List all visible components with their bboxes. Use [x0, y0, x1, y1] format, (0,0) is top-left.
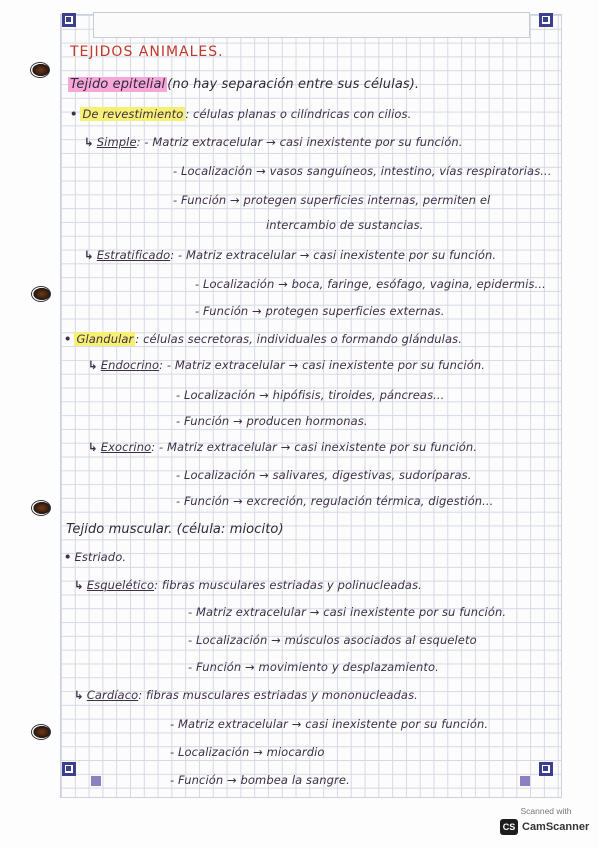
note-heading: Simple	[96, 135, 137, 149]
note-text: - Localización → salivares, digestivas, sudoríparas.	[176, 468, 472, 482]
note-text: - Función → bombea la sangre.	[170, 773, 350, 787]
note-line	[170, 717, 488, 731]
note-heading: Esquelético	[86, 578, 155, 592]
branch-arrow-icon: ↳	[84, 248, 94, 262]
note-line	[170, 773, 350, 787]
branch-arrow-icon: ↳	[84, 135, 94, 149]
note-line	[266, 218, 424, 232]
note-text: - Función → movimiento y desplazamiento.	[188, 660, 439, 674]
camscanner-footer	[500, 806, 592, 840]
corner-marker-top-left	[62, 13, 76, 27]
note-line	[88, 358, 485, 372]
note-heading: Tejido epitelial	[70, 77, 166, 92]
note-line	[74, 688, 418, 702]
note-line	[74, 578, 422, 592]
note-text: - Localización → vasos sanguíneos, intestino, vías respiratorias...	[173, 164, 552, 178]
note-text: - Función → protegen superficies externas.	[195, 304, 445, 318]
binder-hole-1	[30, 62, 50, 78]
note-text: : fibras musculares estriadas y polinucleadas.	[154, 578, 422, 592]
camscanner-logo-icon: CS	[500, 819, 518, 835]
note-line	[173, 164, 552, 178]
note-text: intercambio de sustancias.	[266, 218, 424, 232]
note-line	[68, 77, 419, 92]
bullet-icon: •	[70, 107, 78, 121]
note-heading: Glandular	[76, 332, 134, 346]
note-text: - Localización → hipófisis, tiroides, páncreas...	[176, 388, 445, 402]
note-line	[173, 193, 490, 207]
binder-hole-4	[31, 724, 51, 740]
note-text: - Función → producen hormonas.	[176, 414, 368, 428]
note-line	[70, 107, 411, 121]
note-line	[66, 522, 284, 537]
note-line	[188, 605, 506, 619]
note-line	[195, 277, 546, 291]
note-text: : - Matriz extracelular → casi inexistente por su función.	[159, 358, 485, 372]
note-line	[64, 332, 462, 346]
header-box	[93, 12, 530, 38]
corner-square-bottom-right	[520, 776, 530, 786]
note-line	[188, 660, 439, 674]
note-line	[176, 388, 444, 402]
note-text: .	[122, 550, 127, 564]
note-text: - Localización → boca, faringe, esófago, vagina, epidermis...	[195, 277, 546, 291]
note-heading: Estriado	[74, 550, 123, 564]
branch-arrow-icon: ↳	[74, 578, 84, 592]
corner-marker-bottom-left	[62, 762, 76, 776]
note-text: . (célula: miocito)	[168, 522, 284, 537]
note-text: - Localización → miocardio	[170, 745, 325, 759]
note-heading: Estratificado	[96, 248, 171, 262]
note-text: - Matriz extracelular → casi inexistente por su función.	[188, 605, 507, 619]
note-text: : - Matriz extracelular → casi inexistente por su función.	[170, 248, 497, 262]
note-line	[64, 550, 126, 564]
note-line	[176, 468, 472, 482]
branch-arrow-icon: ↳	[88, 440, 98, 454]
note-heading: Endocrino	[100, 358, 160, 372]
note-heading: Tejido muscular	[66, 522, 169, 537]
binder-hole-3	[31, 500, 51, 516]
branch-arrow-icon: ↳	[74, 688, 84, 702]
note-heading: De revestimiento	[82, 107, 184, 121]
note-line	[188, 633, 477, 647]
corner-marker-top-right	[539, 13, 553, 27]
corner-marker-bottom-right	[539, 762, 553, 776]
scanned-with-label: Scanned with	[520, 806, 572, 816]
note-text: : células planas o cilíndricas con cilios.	[185, 107, 412, 121]
note-heading: Exocrino	[100, 440, 152, 454]
note-text: - Función → protegen superficies internas, permiten el	[173, 193, 491, 207]
note-text: : - Matriz extracelular → casi inexistente por su función.	[151, 440, 478, 454]
grid-paper	[60, 14, 562, 798]
note-line	[195, 304, 445, 318]
note-line	[88, 440, 477, 454]
note-text: : células secretoras, individuales o formando glándulas.	[135, 332, 462, 346]
note-heading: Cardíaco	[86, 688, 139, 702]
note-line	[170, 745, 325, 759]
note-text: : fibras musculares estriadas y mononucleadas.	[138, 688, 418, 702]
note-line	[176, 494, 493, 508]
camscanner-brand: CamScanner	[522, 821, 590, 833]
note-line	[176, 414, 368, 428]
note-text: - Matriz extracelular → casi inexistente por su función.	[170, 717, 489, 731]
note-text: (no hay separación entre sus células).	[167, 77, 420, 92]
branch-arrow-icon: ↳	[88, 358, 98, 372]
corner-square-bottom-left	[91, 776, 101, 786]
note-text: : - Matriz extracelular → casi inexistente por su función.	[136, 135, 463, 149]
note-text: - Función → excreción, regulación térmica, digestión...	[176, 494, 494, 508]
document-title: TEJIDOS ANIMALES.	[70, 44, 224, 60]
note-line	[84, 248, 496, 262]
note-line	[84, 135, 462, 149]
binder-hole-2	[31, 286, 51, 302]
bullet-icon: •	[64, 332, 72, 346]
bullet-icon: •	[64, 550, 72, 564]
note-text: - Localización → músculos asociados al esqueleto	[188, 633, 477, 647]
